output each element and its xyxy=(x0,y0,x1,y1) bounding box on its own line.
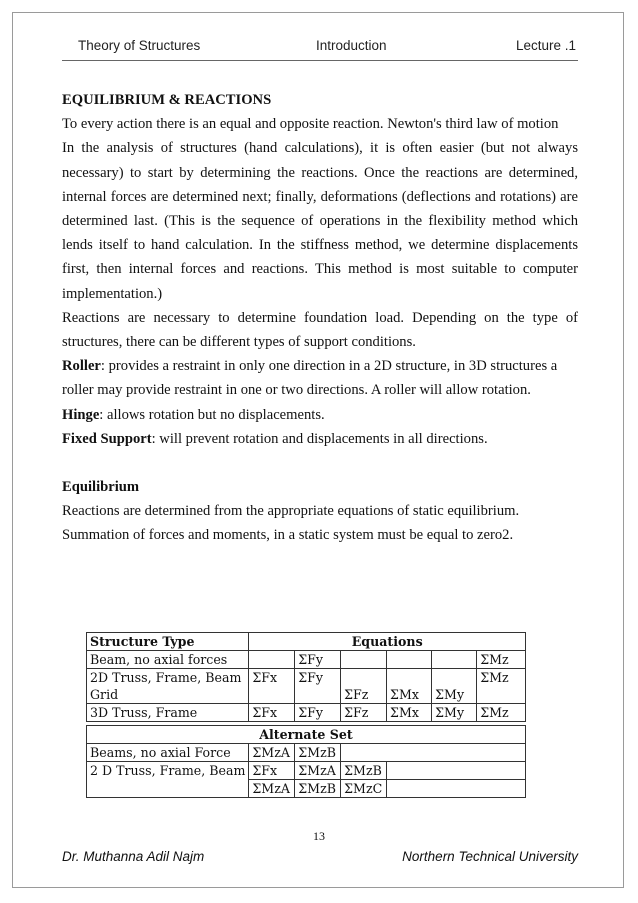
table-cell: ΣMzB xyxy=(295,780,341,798)
table-cell: ΣMz xyxy=(477,669,526,687)
table-cell: ΣMzC xyxy=(341,780,387,798)
paragraph-summation: Summation of forces and moments, in a static system must be equal to zero2. xyxy=(62,527,514,544)
table-row xyxy=(87,780,526,798)
roller-term: Roller xyxy=(62,358,101,375)
table-cell: ΣMx xyxy=(387,686,432,704)
table-alternate-header: Alternate Set xyxy=(87,726,526,744)
table-cell: ΣMx xyxy=(387,704,432,722)
table-row xyxy=(87,669,526,687)
roller-text: : provides a restraint in only one direction in a 2D structure, in 3D structures a roller may provide restraint in one or two directions. A roller will allow rotation. xyxy=(62,358,558,399)
table-cell: ΣMy xyxy=(432,704,477,722)
footer-author: Dr. Muthanna Adil Najm xyxy=(62,849,205,864)
page-number: 13 xyxy=(313,829,325,843)
table-cell: ΣFx xyxy=(249,669,295,687)
fixed-text: : will prevent rotation and displacements in all directions. xyxy=(151,430,488,447)
equilibrium-heading: Equilibrium xyxy=(62,479,140,496)
equilibrium-table xyxy=(86,632,526,798)
table-cell: ΣMzB xyxy=(341,762,387,780)
roller-definition xyxy=(62,354,578,402)
page-header xyxy=(78,38,578,60)
table-header-structure: Structure Type xyxy=(87,633,249,651)
table-cell: ΣMzA xyxy=(249,744,295,762)
table-cell: ΣFy xyxy=(295,704,341,722)
table-row xyxy=(87,651,526,669)
hinge-definition xyxy=(62,403,578,427)
table-row xyxy=(87,744,526,762)
table-cell: 2 D Truss, Frame, Beam xyxy=(87,762,249,780)
table-cell: Beams, no axial Force xyxy=(87,744,249,762)
table-cell: ΣMzB xyxy=(295,744,341,762)
document-body xyxy=(62,88,578,548)
table-cell: ΣMz xyxy=(477,651,526,669)
table-cell: ΣMy xyxy=(432,686,477,704)
paragraph-analysis: In the analysis of structures (hand calculations), it is often easier (but not always necessary) to start by determining the reactions. Once the reactions are determined, internal forces are determined next; finally, deformations (deflections and rotations) are determined last. (This is the sequence of operations in the flexibility method which lends itself to hand calculation. In the stiffness method, we determine displacements first, then internal forces and reactions. This method is most suitable to computer implementation.) xyxy=(62,140,578,302)
hinge-text: : allows rotation but no displacements. xyxy=(99,406,325,423)
table-row xyxy=(87,704,526,722)
footer-university: Northern Technical University xyxy=(402,849,578,864)
header-lecture: Lecture .1 xyxy=(515,38,576,53)
table-header-equations: Equations xyxy=(249,633,526,651)
header-topic: Introduction xyxy=(316,38,387,53)
table-cell: ΣFz xyxy=(341,686,387,704)
table-row xyxy=(87,686,526,704)
table-cell: ΣFz xyxy=(341,704,387,722)
table-cell: ΣMzA xyxy=(249,780,295,798)
paragraph-reactions: Reactions are necessary to determine foundation load. Depending on the type of structures, there can be different types of support conditions. xyxy=(62,309,578,351)
table-cell: ΣFx xyxy=(249,704,295,722)
header-rule xyxy=(62,60,578,61)
header-course: Theory of Structures xyxy=(78,38,201,53)
table-cell: ΣFy xyxy=(295,669,341,687)
fixed-term: Fixed Support xyxy=(62,430,152,447)
table-cell: 3D Truss, Frame xyxy=(87,704,249,722)
table-cell: ΣMzA xyxy=(295,762,341,780)
table-cell: ΣMz xyxy=(477,704,526,722)
hinge-term: Hinge xyxy=(62,406,100,423)
table-cell: Grid xyxy=(87,686,249,704)
table-row xyxy=(87,762,526,780)
table-cell: 2D Truss, Frame, Beam xyxy=(87,669,249,687)
fixed-definition xyxy=(62,427,578,451)
paragraph-newton: To every action there is an equal and opposite reaction. Newton's third law of motion xyxy=(62,116,559,133)
table-cell: Beam, no axial forces xyxy=(87,651,249,669)
table-cell: ΣFx xyxy=(249,762,295,780)
paragraph-equilibrium: Reactions are determined from the appropriate equations of static equilibrium. xyxy=(62,503,520,520)
section-heading: EQUILIBRIUM & REACTIONS xyxy=(62,92,272,108)
table-cell: ΣFy xyxy=(295,651,341,669)
